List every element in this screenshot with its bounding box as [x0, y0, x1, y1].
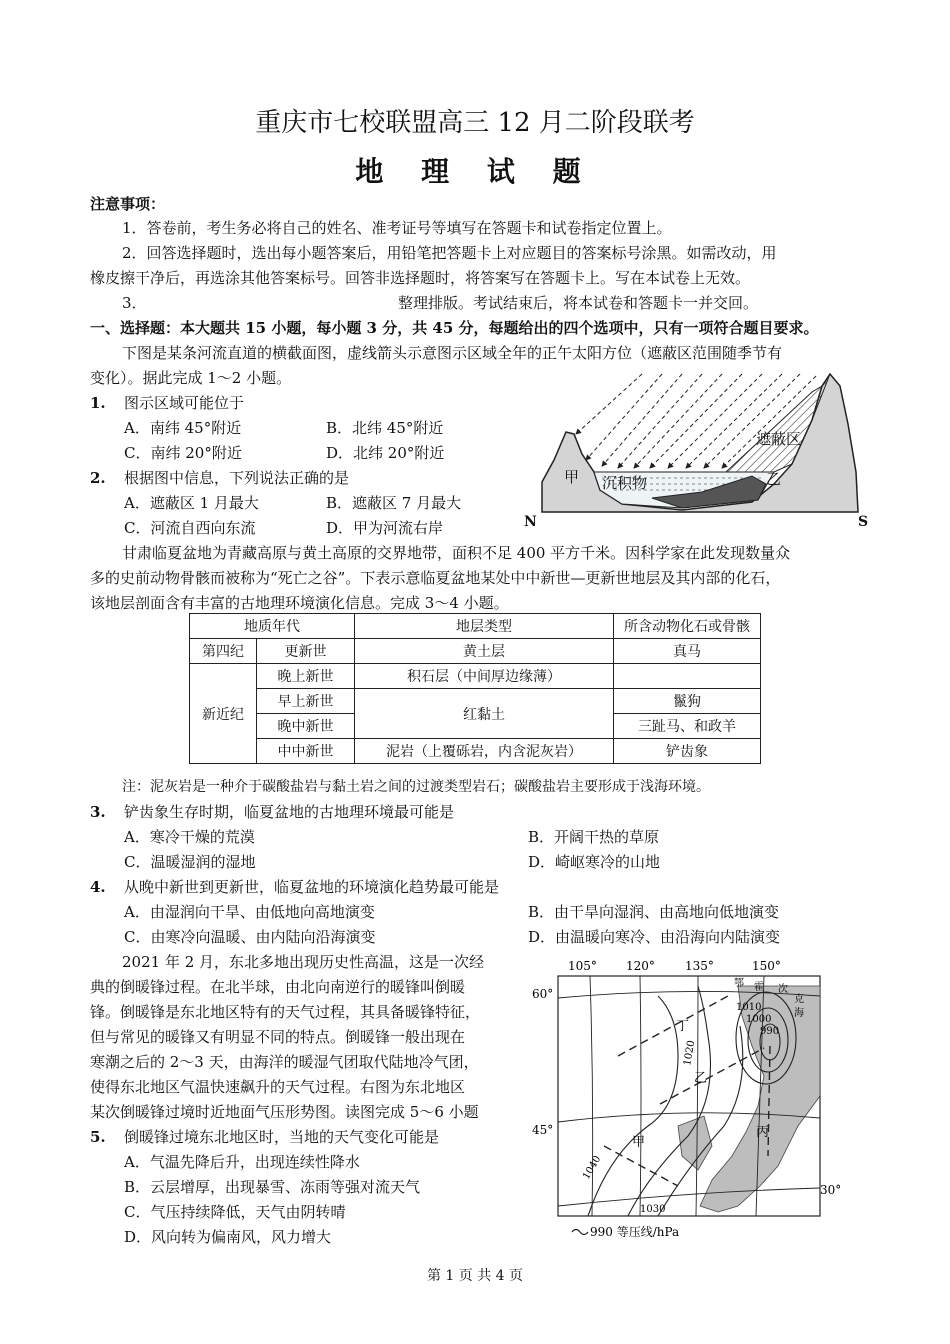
- intro-1a: 下图是某条河流直道的横截面图，虚线箭头示意图示区域全年的正午太阳方位（遮蔽区范围随季节有: [122, 344, 783, 362]
- q3-option-a[interactable]: A．寒冷干燥的荒漠: [124, 828, 255, 846]
- sea-label: 霍: [754, 982, 764, 993]
- q5-stem: 倒暖锋过境东北地区时，当地的天气变化可能是: [124, 1128, 440, 1146]
- cell-epoch: 晚上新世: [257, 664, 355, 689]
- place-label: 丙: [756, 1125, 770, 1140]
- q3-stem: 铲齿象生存时期，临夏盆地的古地理环境最可能是: [124, 803, 455, 821]
- lat-label: 45°: [532, 1123, 554, 1137]
- isobar-label: 990: [760, 1026, 780, 1037]
- intro-3-line: 使得东北地区气温快速飙升的天气过程。右图为东北地区: [90, 1078, 466, 1096]
- q4-number: 4.: [90, 878, 106, 896]
- cell-fossil: 真马: [614, 639, 761, 664]
- q4-option-d[interactable]: D．由温暖向寒冷、由沿海向内陆演变: [528, 928, 781, 946]
- cell-fossil: 鬣狗: [614, 689, 761, 714]
- q5-option-b[interactable]: B．云层增厚，出现暴雪、冻雨等强对流天气: [124, 1178, 421, 1196]
- table-row: [190, 664, 761, 689]
- strata-table: [189, 613, 761, 764]
- table-note: 注：泥灰岩是一种介于碳酸盐岩与黏土岩之间的过渡类型岩石；碳酸盐岩主要形成于浅海环境。: [122, 779, 710, 795]
- pressure-map-figure: [528, 956, 850, 1246]
- note-3a: 3．: [122, 294, 147, 312]
- cell-epoch: 晚中新世: [257, 714, 355, 739]
- cell-epoch: 早上新世: [257, 689, 355, 714]
- cell-fossil: [614, 664, 761, 689]
- table-row: [190, 739, 761, 764]
- q2-option-a[interactable]: A．遮蔽区 1 月最大: [124, 494, 259, 512]
- q1-option-d[interactable]: D．北纬 20°附近: [326, 444, 445, 462]
- q4-stem: 从晚中新世到更新世，临夏盆地的环境演化趋势最可能是: [124, 878, 500, 896]
- cell-layer: 积石层（中间厚边缘薄）: [355, 664, 614, 689]
- q4-option-a[interactable]: A．由湿润向干旱、由低地向高地演变: [124, 903, 375, 921]
- q4-option-b[interactable]: B．由干旱向湿润、由高地向低地演变: [528, 903, 780, 921]
- sea-label: 次: [778, 984, 788, 995]
- lon-label: 105°: [568, 959, 597, 973]
- map-legend: 990 等压线/hPa: [590, 1225, 680, 1239]
- q3-number: 3.: [90, 803, 106, 821]
- page-title: 重庆市七校联盟高三 12 月二阶段联考: [255, 108, 695, 138]
- intro-3-line: 某次倒暖锋过境时近地面气压形势图。读图完成 5～6 小题: [90, 1103, 479, 1121]
- q5-option-a[interactable]: A．气温先降后升，出现连续性降水: [124, 1153, 360, 1171]
- q3-option-c[interactable]: C．温暖湿润的湿地: [124, 853, 256, 871]
- q1-option-b[interactable]: B．北纬 45°附近: [326, 419, 444, 437]
- q3-option-d[interactable]: D．崎岖寒冷的山地: [528, 853, 661, 871]
- intro-2a: 甘肃临夏盆地为青藏高原与黄土高原的交界地带，面积不足 400 平方千米。因科学家在此发现数量众: [122, 544, 791, 562]
- page-footer: 第 1 页 共 4 页: [426, 1268, 524, 1284]
- intro-1b: 变化）。据此完成 1～2 小题。: [90, 369, 292, 387]
- label-yi: 乙: [766, 470, 782, 488]
- q1-option-a[interactable]: A．南纬 45°附近: [124, 419, 242, 437]
- table-row: [190, 689, 761, 714]
- cell-epoch: 更新世: [257, 639, 355, 664]
- isobar-label: 1030: [640, 1204, 666, 1215]
- cell-layer: 红黏土: [355, 689, 614, 739]
- intro-3-line: 锋。倒暖锋是东北地区特有的天气过程，其具备暖锋特征，: [90, 1003, 481, 1021]
- q2-stem: 根据图中信息，下列说法正确的是: [124, 469, 350, 487]
- river-cross-section-figure: [522, 372, 874, 530]
- place-label: 丁: [676, 1019, 690, 1034]
- cell-fossil: 三趾马、和政羊: [614, 714, 761, 739]
- note-3b: 整理排版。考试结束后，将本试卷和答题卡一并交回。: [398, 294, 759, 312]
- cell-layer: 黄土层: [355, 639, 614, 664]
- intro-2b: 多的史前动物骨骸而被称为“死亡之谷”。下表示意临夏盆地某处中中新世—更新世地层及其内部的化石，: [90, 569, 781, 587]
- intro-3-line: 2021 年 2 月，东北多地出现历史性高温，这是一次经: [122, 953, 485, 971]
- th-age: 地质年代: [190, 614, 355, 639]
- q1-option-c[interactable]: C．南纬 20°附近: [124, 444, 242, 462]
- label-shade: 遮蔽区: [756, 430, 802, 448]
- th-fossil: 所含动物化石或骨骸: [614, 614, 761, 639]
- cell-era: 新近纪: [190, 664, 257, 764]
- q4-option-c[interactable]: C．由寒冷向温暖、由内陆向沿海演变: [124, 928, 376, 946]
- table-row: [190, 639, 761, 664]
- label-sediment: 沉积物: [602, 474, 648, 492]
- lat-label: 60°: [532, 987, 554, 1001]
- cell-epoch: 中中新世: [257, 739, 355, 764]
- q2-option-b[interactable]: B．遮蔽区 7 月最大: [326, 494, 462, 512]
- note-2a: 2．回答选择题时，选出每小题答案后，用铅笔把答题卡上对应题目的答案标号涂黑。如需改动，用: [122, 244, 777, 262]
- lon-label: 150°: [752, 959, 781, 973]
- label-south: S: [858, 514, 869, 530]
- intro-2c: 该地层剖面含有丰富的古地理环境演化信息。完成 3～4 小题。: [90, 594, 509, 612]
- q5-number: 5.: [90, 1128, 106, 1146]
- subject-title: 地 理 试 题: [355, 155, 595, 188]
- label-north: N: [524, 514, 537, 530]
- intro-3-line: 但与常见的暖锋又有明显不同的特点。倒暖锋一般出现在: [90, 1028, 466, 1046]
- note-1: 1．答卷前，考生务必将自己的姓名、准考证号等填写在答题卡和试卷指定位置上。: [122, 219, 672, 237]
- isobar-label: 1040: [581, 1153, 604, 1182]
- cell-layer: 泥岩（上覆砾岩，内含泥灰岩）: [355, 739, 614, 764]
- q3-option-b[interactable]: B．开阔干热的草原: [528, 828, 660, 846]
- notes-heading: 注意事项：: [90, 195, 166, 213]
- th-layer: 地层类型: [355, 614, 614, 639]
- isobar-label: 1020: [682, 1039, 698, 1067]
- lat-label: 30°: [820, 1183, 842, 1197]
- place-label: 甲: [632, 1135, 646, 1150]
- place-label: 乙: [694, 1071, 708, 1086]
- note-2b: 橡皮擦干净后，再选涂其他答案标号。回答非选择题时，将答案写在答题卡上。写在本试卷上无效。: [90, 269, 751, 287]
- q2-option-d[interactable]: D．甲为河流右岸: [326, 519, 444, 537]
- section-1-heading: 一、选择题：本大题共 15 小题，每小题 3 分，共 45 分，每题给出的四个选项中，只有一项符合题目要求。: [90, 319, 819, 337]
- q2-option-c[interactable]: C．河流自西向东流: [124, 519, 256, 537]
- isobar-label: 1010: [736, 1002, 762, 1013]
- intro-3-line: 典的倒暖锋过程。在北半球，由北向南逆行的暖锋叫倒暖: [90, 978, 466, 996]
- lon-label: 135°: [685, 959, 714, 973]
- sea-label: 海: [794, 1008, 804, 1019]
- sea-label: 克: [794, 994, 804, 1005]
- q1-number: 1.: [90, 394, 106, 412]
- q1-stem: 图示区域可能位于: [124, 394, 245, 412]
- cell-fossil: 铲齿象: [614, 739, 761, 764]
- cell-era: 第四纪: [190, 639, 257, 664]
- isobar-label: 1000: [746, 1014, 772, 1025]
- legend-isobar-icon: [572, 1230, 588, 1235]
- q5-option-d[interactable]: D．风向转为偏南风，风力增大: [124, 1228, 332, 1246]
- q5-option-c[interactable]: C．气压持续降低，天气由阴转晴: [124, 1203, 346, 1221]
- lon-label: 120°: [626, 959, 655, 973]
- q2-number: 2.: [90, 469, 106, 487]
- table-header-row: [190, 614, 761, 639]
- intro-3-line: 寒潮之后的 2～3 天，由海洋的暖湿气团取代陆地冷气团，: [90, 1053, 479, 1071]
- label-jia: 甲: [564, 468, 580, 486]
- sea-label: 鄂: [734, 978, 744, 989]
